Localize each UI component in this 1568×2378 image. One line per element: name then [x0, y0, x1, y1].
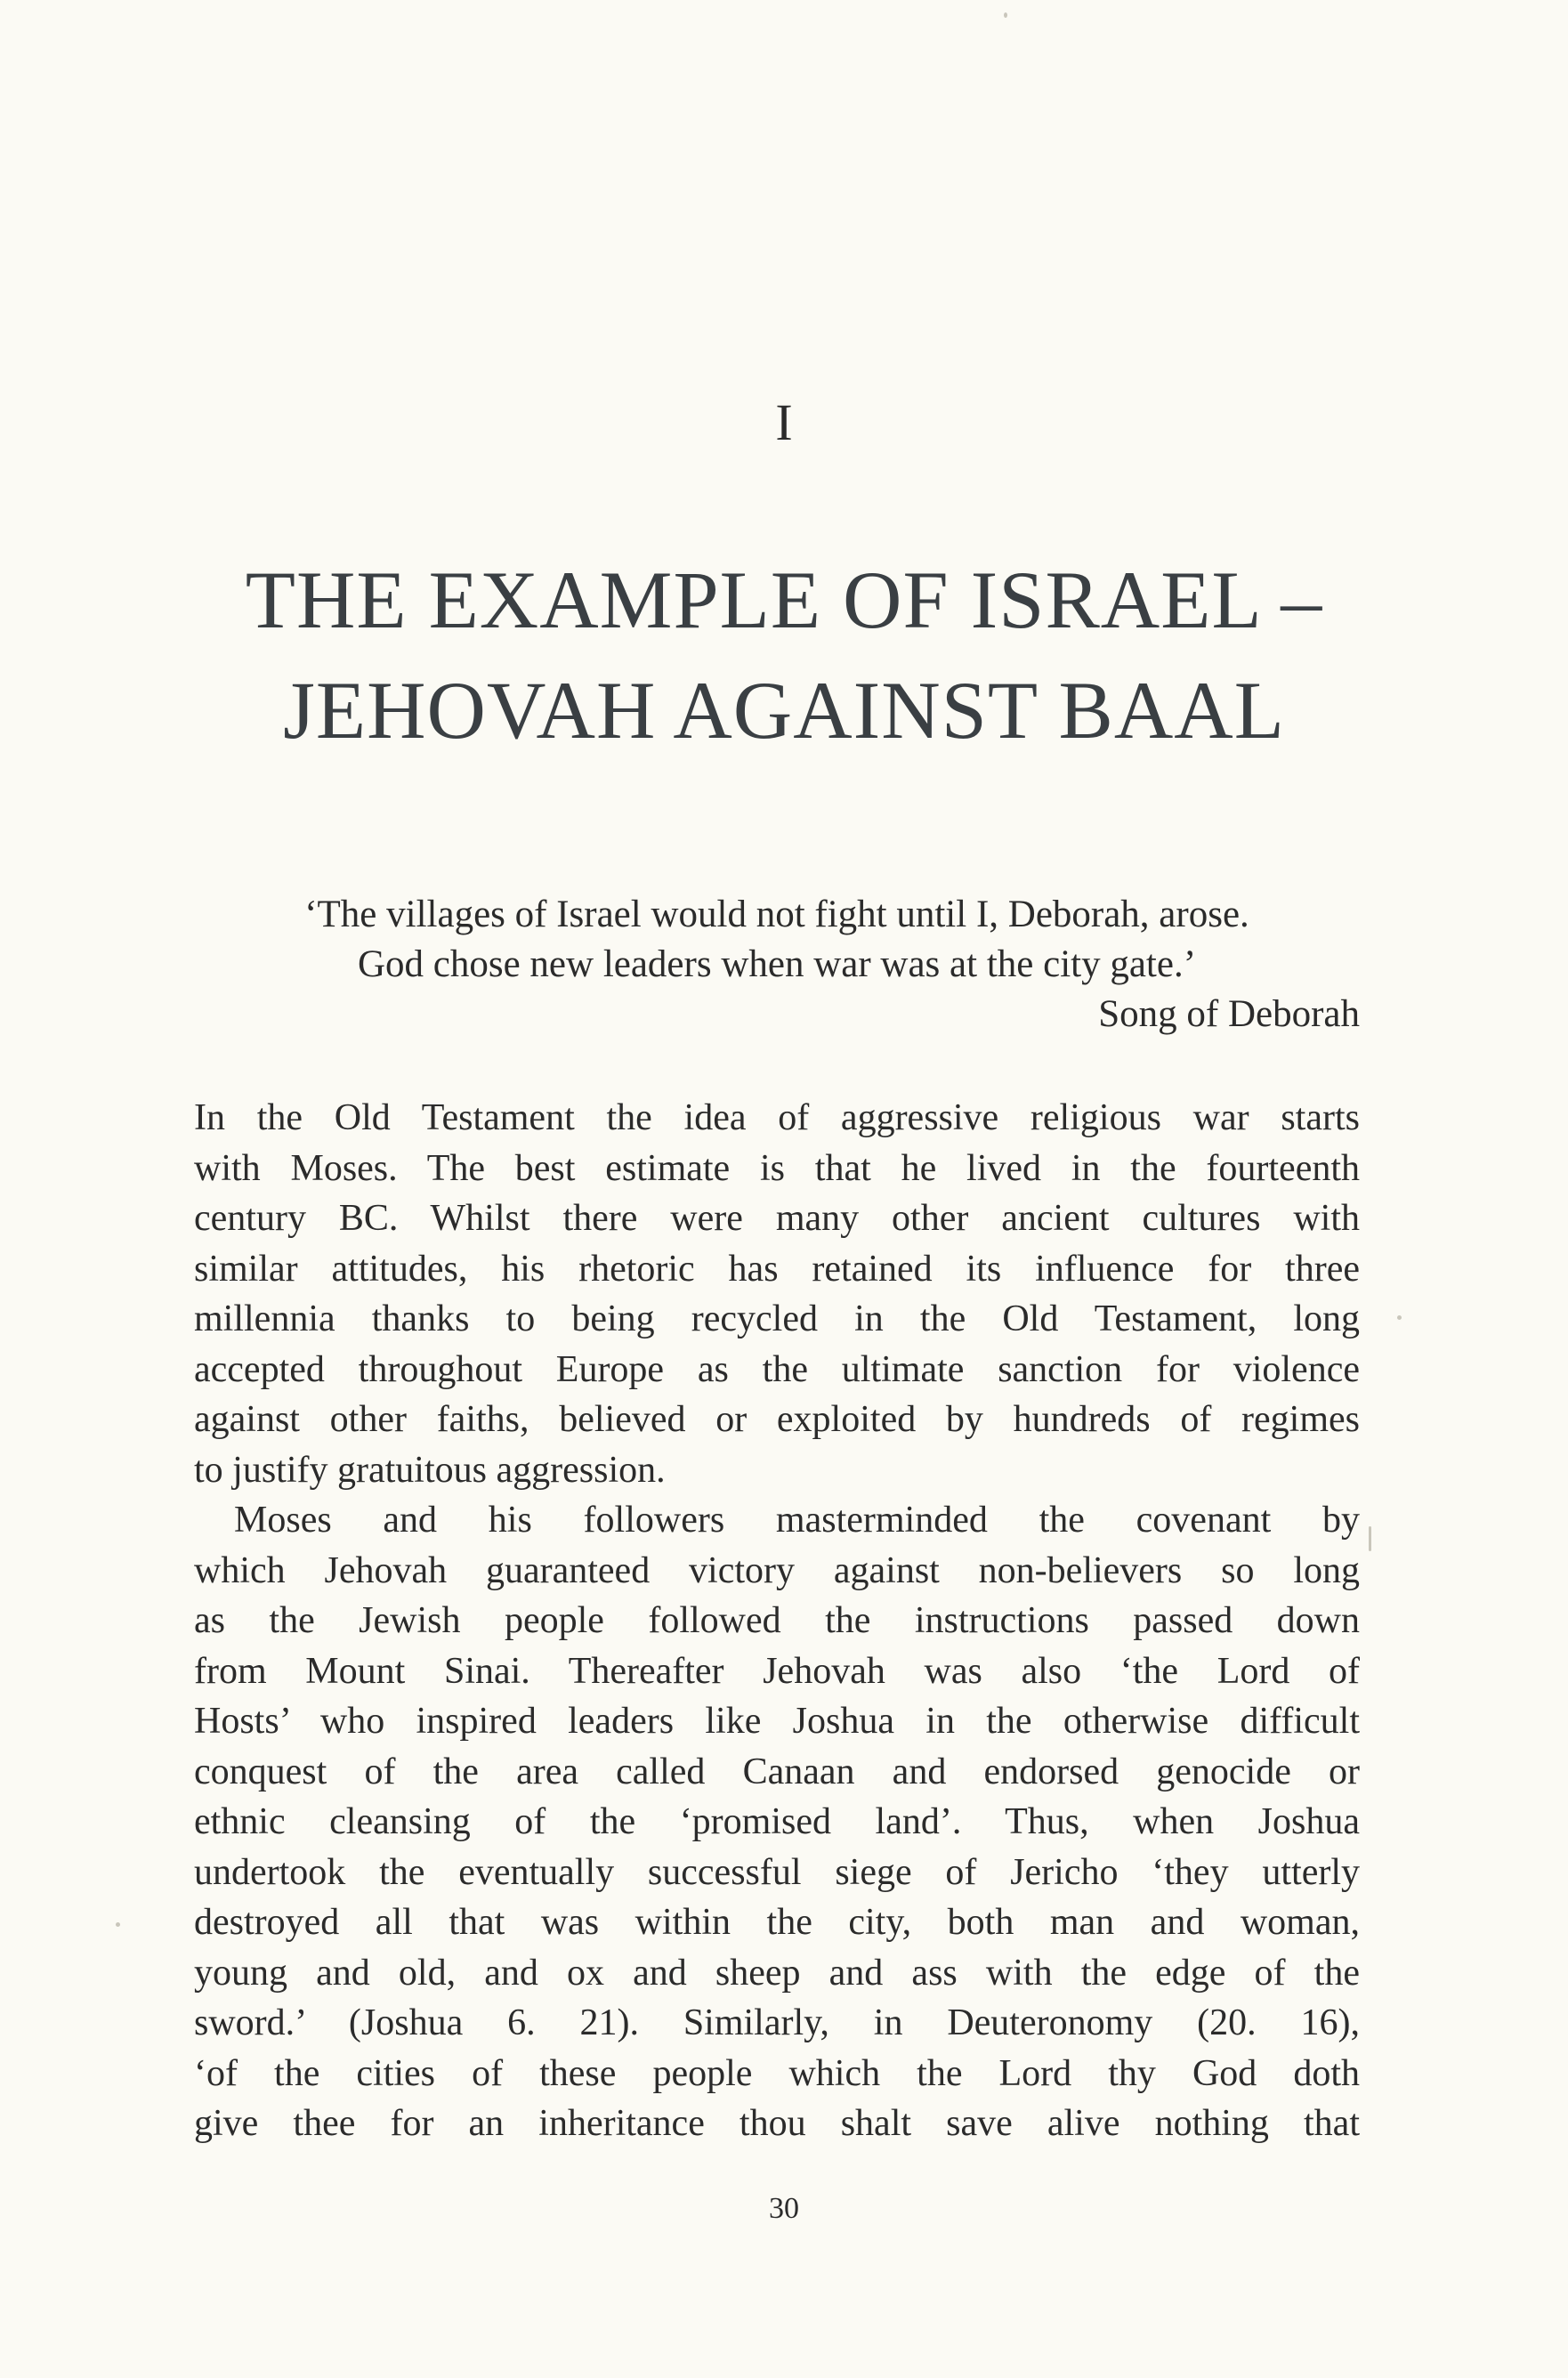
paragraph [194, 1495, 1360, 2149]
chapter-number: I [775, 393, 793, 451]
chapter-title [0, 545, 1568, 765]
text-line: against other faiths, believed or exploited by hundreds of regimes [194, 1399, 1360, 1440]
epigraph-line: ‘The villages of Israel would not fight until I, Deborah, arose. [304, 894, 1249, 935]
text-line: conquest of the area called Canaan and endorsed genocide or [194, 1751, 1360, 1792]
epigraph [194, 890, 1360, 1039]
scan-speck [1397, 1315, 1402, 1320]
text-line: as the Jewish people followed the instructions passed down [194, 1600, 1360, 1641]
text-line: undertook the eventually successful siege of Jericho ‘they utterly [194, 1851, 1360, 1893]
text-line: which Jehovah guaranteed victory against non-believers so long [194, 1549, 1360, 1591]
paragraph [194, 1093, 1360, 1495]
text-line: In the Old Testament the idea of aggressive religious war starts [194, 1097, 1360, 1138]
chapter-title-line: JEHOVAH AGAINST BAAL [283, 665, 1285, 756]
text-line: ethnic cleansing of the ‘promised land’. Thus, when Joshua [194, 1801, 1360, 1842]
epigraph-line: God chose new leaders when war was at the city gate.’ [357, 943, 1197, 985]
text-line: sword.’ (Joshua 6. 21). Similarly, in Deuteronomy (20. 16), [194, 2002, 1360, 2043]
text-line: accepted throughout Europe as the ultimate sanction for violence [194, 1348, 1360, 1390]
text-line: ‘of the cities of these people which the Lord thy God doth [194, 2052, 1360, 2094]
text-line: Hosts’ who inspired leaders like Joshua in the otherwise difficult [194, 1701, 1360, 1742]
text-line: to justify gratuitous aggression. [194, 1449, 666, 1491]
text-line: from Mount Sinai. Thereafter Jehovah was also ‘the Lord of [194, 1650, 1360, 1692]
text-line: similar attitudes, his rhetoric has retained its influence for three [194, 1248, 1360, 1290]
text-line: millennia thanks to being recycled in the Old Testament, long [194, 1298, 1360, 1339]
text-line: young and old, and ox and sheep and ass with the edge of the [194, 1952, 1360, 1994]
body-text [194, 1093, 1360, 2149]
scan-speck [116, 1922, 120, 1927]
epigraph-source: Song of Deborah [1098, 993, 1360, 1035]
page-number: 30 [769, 2192, 799, 2225]
text-line: Moses and his followers masterminded the covenant by [234, 1500, 1360, 1541]
scan-speck [1369, 1526, 1371, 1551]
text-line: give thee for an inheritance thou shalt save alive nothing that [194, 2103, 1360, 2144]
scan-speck [1004, 12, 1007, 18]
text-line: century BC. Whilst there were many other ancient cultures with [194, 1198, 1360, 1239]
text-line: destroyed all that was within the city, both man and woman, [194, 1902, 1360, 1943]
chapter-title-line: THE EXAMPLE OF ISRAEL – [245, 554, 1323, 645]
text-line: with Moses. The best estimate is that he lived in the fourteenth [194, 1147, 1360, 1189]
